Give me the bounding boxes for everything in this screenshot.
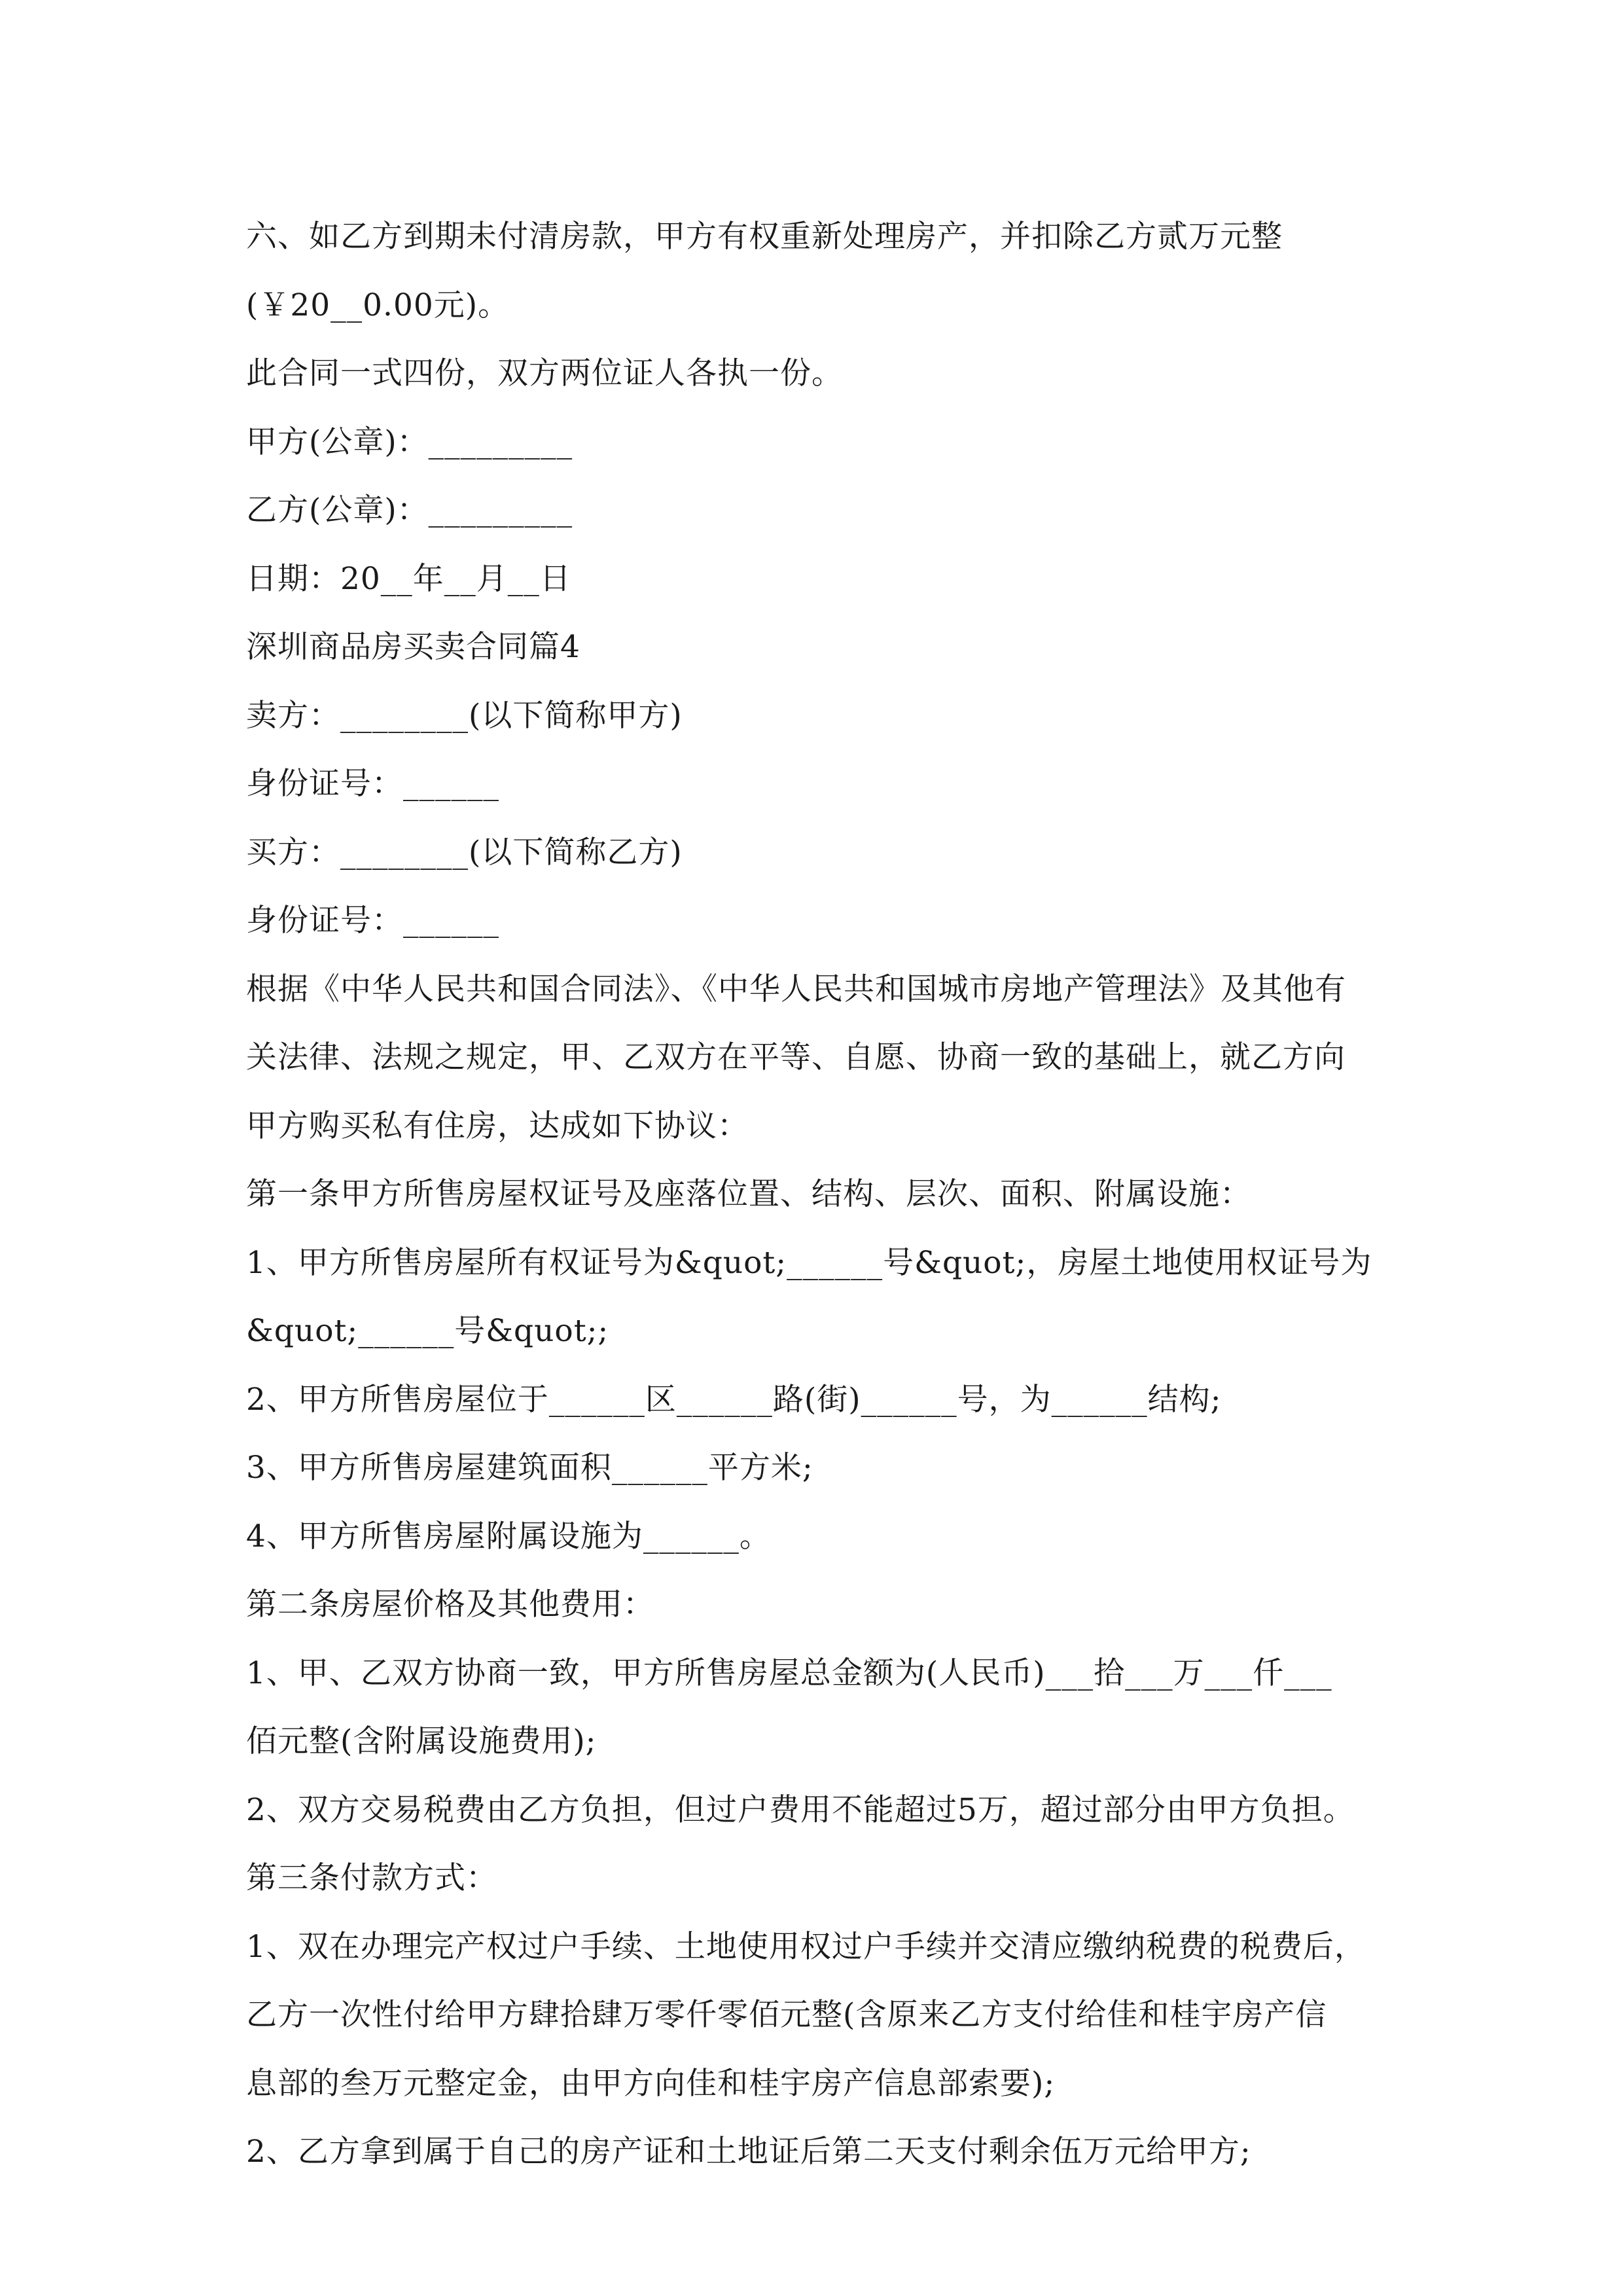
article-two-item-1: 1、甲、乙双方协商一致，甲方所售房屋总金额为(人民币)___拾___万___仟___ <box>246 1655 1332 1691</box>
buyer-id-line: 身份证号：______ <box>246 903 499 939</box>
article-one-item-1: 1、甲方所售房屋所有权证号为&quot;______号&quot;，房屋土地使用权证号为 <box>246 1244 1372 1281</box>
article-three-heading: 第三条付款方式： <box>246 1860 497 1896</box>
preamble-line: 根据《中华人民共和国合同法》、《中华人民共和国城市房地产管理法》及其他有 <box>246 971 1346 1007</box>
article-one-item-1-cont: &quot;______号&quot;; <box>246 1313 609 1349</box>
party-b-seal-line: 乙方(公章)：_________ <box>246 492 573 528</box>
section-title: 深圳商品房买卖合同篇4 <box>246 629 580 665</box>
date-line: 日期：20__年__月__日 <box>246 560 571 597</box>
article-two-heading: 第二条房屋价格及其他费用： <box>246 1587 654 1623</box>
article-one-item-4: 4、甲方所售房屋附属设施为______。 <box>246 1518 771 1554</box>
clause-six-amount-line: (￥20__0.00元)。 <box>246 287 510 323</box>
preamble-line: 关法律、法规之规定，甲、乙双方在平等、自愿、协商一致的基础上，就乙方向 <box>246 1039 1346 1075</box>
article-three-item-1-cont: 乙方一次性付给甲方肆拾肆万零仟零佰元整(含原来乙方支付给佳和桂宇房产信 <box>246 1997 1327 2033</box>
party-a-seal-line: 甲方(公章)：_________ <box>246 423 573 460</box>
seller-id-line: 身份证号：______ <box>246 766 499 802</box>
preamble-line: 甲方购买私有住房，达成如下协议： <box>246 1107 749 1144</box>
article-three-item-2: 2、乙方拿到属于自己的房产证和土地证后第二天支付剩余伍万元给甲方; <box>246 2134 1251 2170</box>
article-three-item-1: 1、双在办理完产权过户手续、土地使用权过户手续并交清应缴纳税费的税费后， <box>246 1928 1366 1965</box>
article-one-item-2: 2、甲方所售房屋位于______区______路(街)______号，为______结构; <box>246 1381 1222 1418</box>
article-two-item-1-cont: 佰元整(含附属设施费用); <box>246 1723 597 1759</box>
article-three-item-1-cont: 息部的叁万元整定金，由甲方向佳和桂宇房产信息部索要); <box>246 2065 1056 2102</box>
copies-statement: 此合同一式四份，双方两位证人各执一份。 <box>246 355 843 391</box>
article-two-item-2: 2、双方交易税费由乙方负担，但过户费用不能超过5万，超过部分由甲方负担。 <box>246 1791 1355 1828</box>
article-one-heading: 第一条甲方所售房屋权证号及座落位置、结构、层次、面积、附属设施： <box>246 1176 1251 1212</box>
clause-six-line: 六、如乙方到期未付清房款，甲方有权重新处理房产，并扣除乙方贰万元整 <box>246 219 1283 255</box>
contract-body <box>246 203 1385 2187</box>
buyer-line: 买方：________(以下简称乙方) <box>246 834 683 870</box>
seller-line: 卖方：________(以下简称甲方) <box>246 697 683 734</box>
article-one-item-3: 3、甲方所售房屋建筑面积______平方米; <box>246 1450 813 1486</box>
